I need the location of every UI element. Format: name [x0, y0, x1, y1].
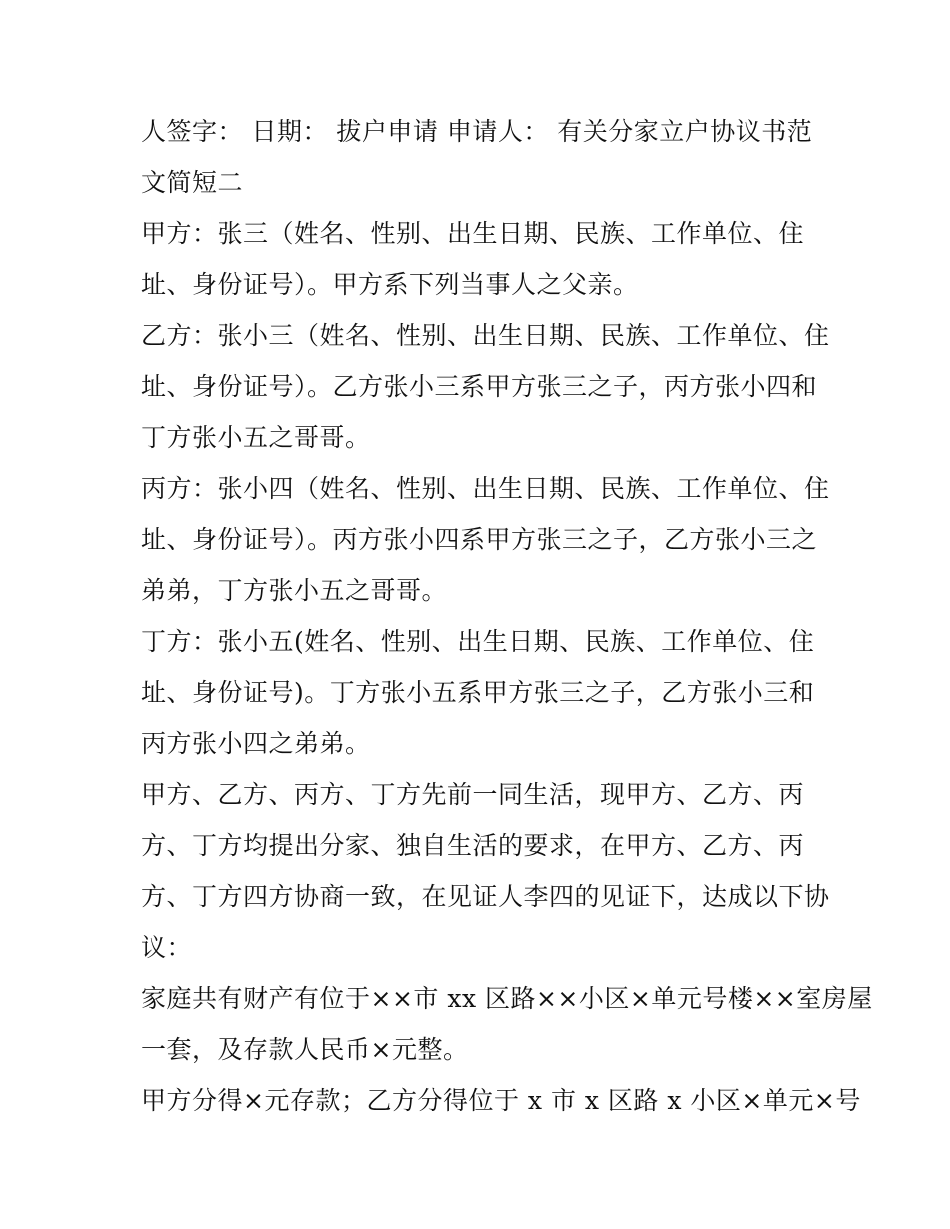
text-line-13: 丙方张小四之弟弟。	[141, 729, 371, 758]
text-line-10: 弟弟，丁方张小五之哥哥。	[141, 576, 448, 605]
text-line-6: 址、身份证号）。乙方张小三系甲方张三之子，丙方张小四和	[141, 372, 818, 401]
text-line-5: 乙方：张小三（姓名、性别、出生日期、民族、工作单位、住	[141, 321, 830, 350]
text-line-18: 家庭共有财产有位于××市 xx 区路××小区×单元号楼××室房屋	[141, 984, 873, 1013]
text-line-19: 一套，及存款人民币×元整。	[141, 1035, 469, 1064]
text-line-2: 文简短二	[141, 168, 244, 197]
text-line-20: 甲方分得×元存款；乙方分得位于 x 市 x 区路 x 小区×单元×号	[141, 1086, 861, 1115]
text-line-12: 址、身份证号)。丁方张小五系甲方张三之子，乙方张小三和	[141, 678, 815, 707]
text-line-4: 址、身份证号）。甲方系下列当事人之父亲。	[141, 270, 639, 299]
text-line-16: 方、丁方四方协商一致，在见证人李四的见证下，达成以下协	[141, 882, 830, 911]
document-body	[141, 106, 873, 1126]
text-line-14: 甲方、乙方、丙方、丁方先前一同生活，现甲方、乙方、丙	[141, 780, 805, 809]
text-line-7: 丁方张小五之哥哥。	[141, 423, 371, 452]
text-line-9: 址、身份证号）。丙方张小四系甲方张三之子，乙方张小三之	[141, 525, 818, 554]
text-line-17: 议：	[141, 933, 193, 962]
text-line-1: 人签字： 日期： 拔户申请 申请人： 有关分家立户协议书范	[141, 117, 813, 146]
text-line-8: 丙方：张小四（姓名、性别、出生日期、民族、工作单位、住	[141, 474, 830, 503]
text-line-3: 甲方：张三（姓名、性别、出生日期、民族、工作单位、住	[141, 219, 805, 248]
text-line-11: 丁方：张小五(姓名、性别、出生日期、民族、工作单位、住	[141, 627, 815, 656]
text-line-15: 方、丁方均提出分家、独自生活的要求，在甲方、乙方、丙	[141, 831, 805, 860]
